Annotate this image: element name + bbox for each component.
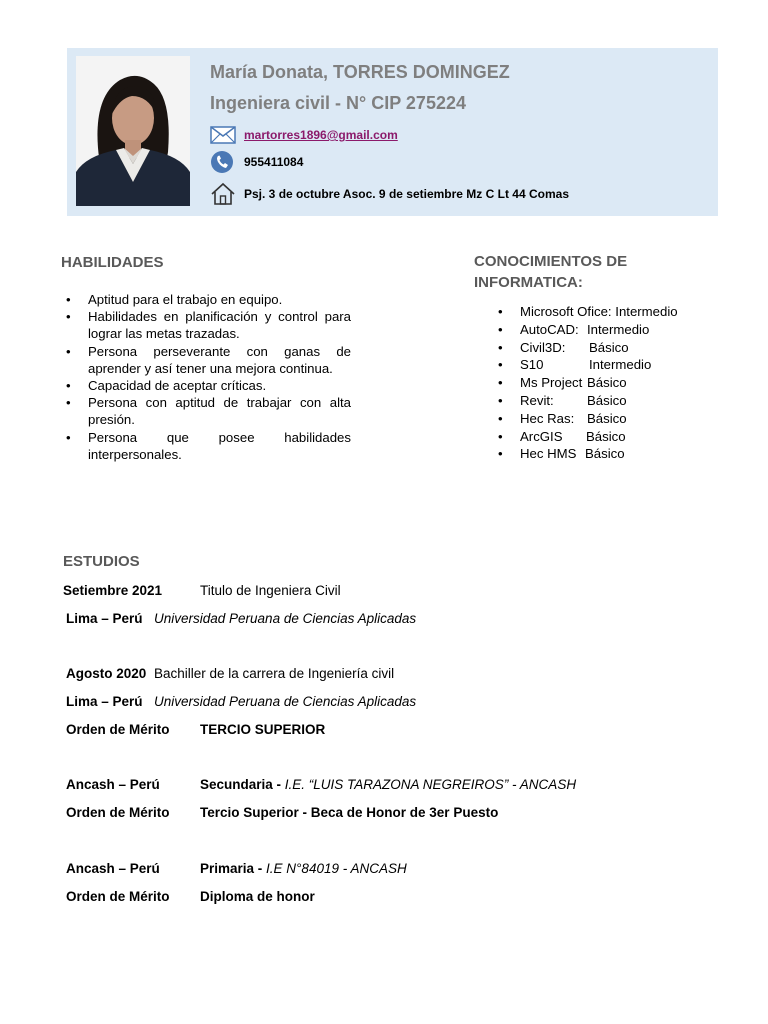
tool-name: AutoCAD: <box>520 321 579 337</box>
skills-list <box>66 291 351 463</box>
header-card <box>67 48 718 216</box>
list-item <box>498 321 728 339</box>
address-text: Psj. 3 de octubre Asoc. 9 de setiembre Mz C Lt 44 Comas <box>244 187 569 201</box>
tool-name: Hec HMS <box>520 446 577 462</box>
study-level: Secundaria - <box>200 777 285 792</box>
study-school: I.E. “LUIS TARAZONA NEGREIROS” - ANCASH <box>284 777 577 792</box>
tool-level: Básico <box>587 410 627 426</box>
merit-label: Orden de Mérito <box>66 805 170 820</box>
study-level: Primaria - <box>200 861 267 876</box>
phone-icon <box>210 150 238 174</box>
tool-name: ArcGIS <box>520 428 563 444</box>
home-icon <box>210 182 238 206</box>
list-item <box>498 303 728 321</box>
contact-phone-row <box>210 149 303 175</box>
knowledge-heading-line1: CONOCIMIENTOS DE <box>474 253 628 270</box>
study-place: Lima – Perú <box>66 611 143 626</box>
study-place: Lima – Perú <box>66 694 143 709</box>
study-school: Universidad Peruana de Ciencias Aplicadas <box>154 694 417 709</box>
study-school: I.E N°84019 - ANCASH <box>266 861 407 876</box>
list-item <box>498 410 728 428</box>
tool-level: Básico <box>587 375 627 391</box>
study-level-row <box>200 777 576 792</box>
envelope-icon <box>210 123 238 147</box>
study-degree: Titulo de Ingeniera Civil <box>200 583 341 598</box>
knowledge-heading <box>474 251 627 293</box>
list-item: • Capacidad de aceptar críticas. <box>66 377 351 394</box>
tool-level: Básico <box>585 446 625 462</box>
profession-title: Ingeniera civil - N° CIP 275224 <box>210 93 466 113</box>
full-name: María Donata, TORRES DOMINGEZ <box>210 62 510 82</box>
tool-name: Civil3D: <box>520 339 566 355</box>
list-item <box>498 374 728 392</box>
study-level-row <box>200 861 407 876</box>
skills-heading: HABILIDADES <box>61 254 164 271</box>
study-school: Universidad Peruana de Ciencias Aplicadas <box>154 611 417 626</box>
tool-name: S10 <box>520 357 544 373</box>
contact-address-row <box>210 181 569 207</box>
list-item: • Persona con aptitud de trabajar con alta presión. <box>66 394 351 428</box>
tool-name: Hec Ras: <box>520 410 575 426</box>
merit-label: Orden de Mérito <box>66 889 170 904</box>
list-item <box>498 392 728 410</box>
tool-level: Intermedio <box>589 357 652 373</box>
email-link[interactable]: martorres1896@gmail.com <box>244 128 398 142</box>
phone-number: 955411084 <box>244 155 304 169</box>
tool-level: Básico <box>589 339 629 355</box>
tool-level: Intermedio <box>615 304 678 319</box>
knowledge-list <box>498 303 728 463</box>
list-item <box>498 428 728 446</box>
merit-value: Tercio Superior - Beca de Honor de 3er Puesto <box>200 805 499 820</box>
knowledge-heading-line2: INFORMATICA: <box>474 274 583 291</box>
list-item: • Aptitud para el trabajo en equipo. <box>66 291 351 308</box>
list-item: • Persona perseverante con ganas de aprender y así tener una mejora continua. <box>66 343 351 377</box>
list-item: • Persona que posee habilidades interpersonales. <box>66 429 351 463</box>
study-date: Setiembre 2021 <box>63 583 163 598</box>
list-item <box>498 356 728 374</box>
study-place: Ancash – Perú <box>66 777 160 792</box>
tool-name: Microsoft Ofice: <box>520 304 612 319</box>
list-item <box>498 339 728 357</box>
tool-name: Ms Project <box>520 375 583 391</box>
merit-value: Diploma de honor <box>200 889 315 904</box>
tool-name: Revit: <box>520 392 554 408</box>
list-item: • Habilidades en planificación y control para lograr las metas trazadas. <box>66 308 351 342</box>
merit-value: TERCIO SUPERIOR <box>200 722 326 737</box>
profile-photo <box>76 56 190 206</box>
tool-level: Intermedio <box>587 321 650 337</box>
tool-level: Básico <box>586 428 626 444</box>
study-date: Agosto 2020 <box>66 666 147 681</box>
tool-level: Básico <box>587 392 627 408</box>
list-item <box>498 445 728 463</box>
studies-heading: ESTUDIOS <box>63 553 140 570</box>
study-place: Ancash – Perú <box>66 861 160 876</box>
contact-email-row <box>210 122 398 148</box>
study-degree: Bachiller de la carrera de Ingeniería civil <box>154 666 395 681</box>
merit-label: Orden de Mérito <box>66 722 170 737</box>
